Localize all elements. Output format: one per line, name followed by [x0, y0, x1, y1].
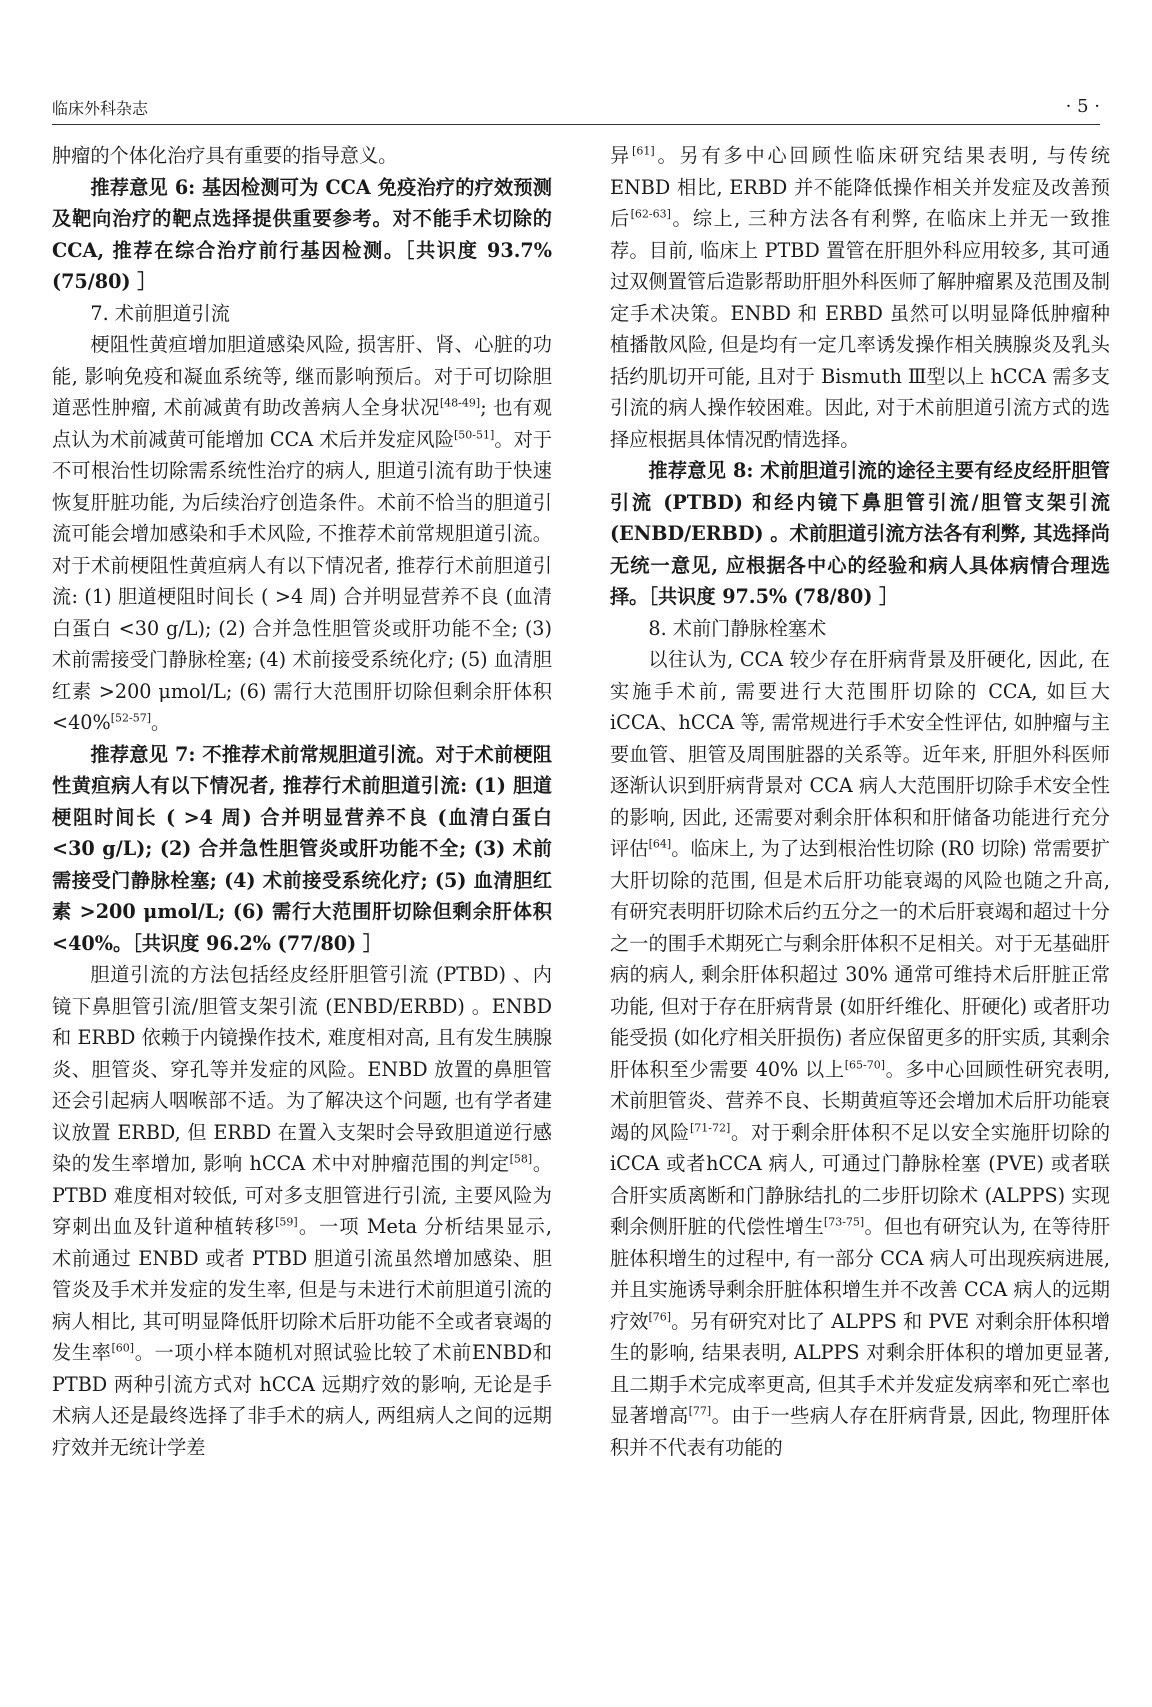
paragraph: 7. 术前胆道引流	[90, 301, 230, 325]
paragraph: 肿瘤的个体化治疗具有重要的指导意义。	[52, 144, 398, 167]
paragraph: 以往认为, CCA 较少存在肝病背景及肝硬化, 因此, 在实施手术前, 需要进行大范围肝切除的 CCA, 如巨大 iCCA、hCCA 等, 需常规进行手术安全性评估, 如肿瘤与主要血管、胆管及周围脏器的关系等。近年来, 肝胆外科医师逐渐认识到肝病背景对 CCA 病人大范围肝切除手术安全性的影响, 因此, 还需要对剩余肝体积和肝储备功能进行充分评估[64]。临床上, 为了达到根治性切除 (R0 切除) 常需要扩大肝切除的范围, 但是术后肝功能衰竭的风险也随之升高, 有研究表明肝切除术后约五分之一的术后肝衰竭和超过十分之一的围手术期死亡与剩余肝体积不足相关。对于无基础肝病的病人, 剩余肝体积超过 30% 通常可维持术后肝脏正常功能, 但对于存在肝病背景 (如肝纤维化、肝硬化) 或者肝功能受损 (如化疗相关肝损伤) 者应保留更多的肝实质, 其剩余肝体积至少需要 40% 以上[65-70]。多中心回顾性研究表明, 术前胆管炎、营养不良、长期黄疸等还会增加术后肝功能衰竭的风险[71-72]。对于剩余肝体积不足以安全实施肝切除的 iCCA 或者hCCA 病人, 可通过门静脉栓塞 (PVE) 或者联合肝实质离断和门静脉结扎的二步肝切除术 (ALPPS) 实现剩余侧肝脏的代偿性增生[73-75]。但也有研究认为, 在等待肝脏体积增生的过程中, 有一部分 CCA 病人可出现疾病进展, 并且实施诱导剩余肝脏体积增生并不改善 CCA 病人的远期疗效[76]。另有研究对比了 ALPPS 和 PVE 对剩余肝体积增生的影响, 结果表明, ALPPS 对剩余肝体积的增加更显著, 且二期手术完成率更高, 但其手术并发症发病率和死亡率也显著增高[77]。由于一些病人存在肝病背景, 因此, 物理肝体积并不代表有功能的	[610, 648, 1111, 1459]
paragraph: 推荐意见 8: 术前胆道引流的途径主要有经皮经肝胆管引流 (PTBD) 和经内镜下鼻胆管引流/胆管支架引流 (ENBD/ERBD) 。术前胆道引流方法各有利弊, 其选择尚无统一意见, 应根据各中心的经验和病人具体病情合理选择。［共识度 97.5% (78/80) ］	[610, 459, 1110, 608]
paragraph: 异[61]。另有多中心回顾性临床研究结果表明, 与传统 ENBD 相比, ERBD 并不能降低操作相关并发症及改善预后[62-63]。综上, 三种方法各有利弊, 在临床上并无一致推荐。目前, 临床上 PTBD 置管在肝胆外科应用较多, 其可通过双侧置管后造影帮助肝胆外科医师了解肿瘤累及范围及制定手术决策。ENBD 和 ERBD 虽然可以明显降低肿瘤种植播散风险, 但是均有一定几率诱发操作相关胰腺炎及乳头括约肌切开可能, 且对于 Bismuth Ⅲ型以上 hCCA 需多支引流的病人操作较困难。因此, 对于术前胆道引流方式的选择应根据具体情况酌情选择。	[610, 144, 1111, 451]
paragraph: 推荐意见 6: 基因检测可为 CCA 免疫治疗的疗效预测及靶向治疗的靶点选择提供重要参考。对不能手术切除的 CCA, 推荐在综合治疗前行基因检测。［共识度 93.7% (75/80) ］	[52, 175, 552, 293]
paragraph: 推荐意见 7: 不推荐术前常规胆道引流。对于术前梗阻性黄疸病人有以下情况者, 推荐行术前胆道引流: (1) 胆道梗阻时间长 ( >4 周) 合并明显营养不良 (血清白蛋白 <30 g/L); (2) 合并急性胆管炎或肝功能不全; (3) 术前需接受门静脉栓塞; (4) 术前接受系统化疗; (5) 血清胆红素 >200 μmol/L; (6) 需行大范围肝切除但剩余肝体积 <40%。［共识度 96.2% (77/80) ］	[52, 742, 552, 955]
paragraph: 胆道引流的方法包括经皮经肝胆管引流 (PTBD) 、内镜下鼻胆管引流/胆管支架引流 (ENBD/ERBD) 。ENBD 和 ERBD 依赖于内镜操作技术, 难度相对高, 且有发生胰腺炎、胆管炎、穿孔等并发症的风险。ENBD 放置的鼻胆管还会引起病人咽喉部不适。为了解决这个问题, 也有学者建议放置 ERBD, 但 ERBD 在置入支架时会导致胆道逆行感染的发生率增加, 影响 hCCA 术中对肿瘤范围的判定[58]。PTBD 难度相对较低, 可对多支胆管进行引流, 主要风险为穿刺出血及针道种植转移[59]。一项 Meta 分析结果显示, 术前通过 ENBD 或者 PTBD 胆道引流虽然增加感染、胆管炎及手术并发症的发生率, 但是与未进行术前胆道引流的病人相比, 其可明显降低肝切除术后肝功能不全或者衰竭的发生率[60]。一项小样本随机对照试验比较了术前ENBD和 PTBD 两种引流方式对 hCCA 远期疗效的影响, 无论是手术病人还是最终选择了非手术的病人, 两组病人之间的远期疗效并无统计学差	[52, 963, 553, 1459]
journal-title: 临床外科杂志	[52, 99, 149, 118]
running-header	[52, 96, 1100, 125]
page-number: · 5 ·	[1065, 96, 1100, 117]
paragraph: 梗阻性黄疸增加胆道感染风险, 损害肝、肾、心脏的功能, 影响免疫和凝血系统等, 继而影响预后。对于可切除胆道恶性肿瘤, 术前减黄有助改善病人全身状况[48-49]; 也有观点认为术前减黄可能增加 CCA 术后并发症风险[50-51]。对于不可根治性切除需系统性治疗的病人, 胆道引流有助于快速恢复肝脏功能, 为后续治疗创造条件。术前不恰当的胆道引流可能会增加感染和手术风险, 不推荐术前常规胆道引流。对于术前梗阻性黄疸病人有以下情况者, 推荐行术前胆道引流: (1) 胆道梗阻时间长 ( >4 周) 合并明显营养不良 (血清白蛋白 <30 g/L); (2) 合并急性胆管炎或肝功能不全; (3) 术前需接受门静脉栓塞; (4) 术前接受系统化疗; (5) 血清胆红素 >200 μmol/L; (6) 需行大范围肝切除但剩余肝体积 <40%[52-57]。	[52, 333, 553, 734]
paragraph: 8. 术前门静脉栓塞术	[648, 616, 827, 640]
left-column	[52, 140, 552, 1463]
right-column	[610, 140, 1110, 1463]
